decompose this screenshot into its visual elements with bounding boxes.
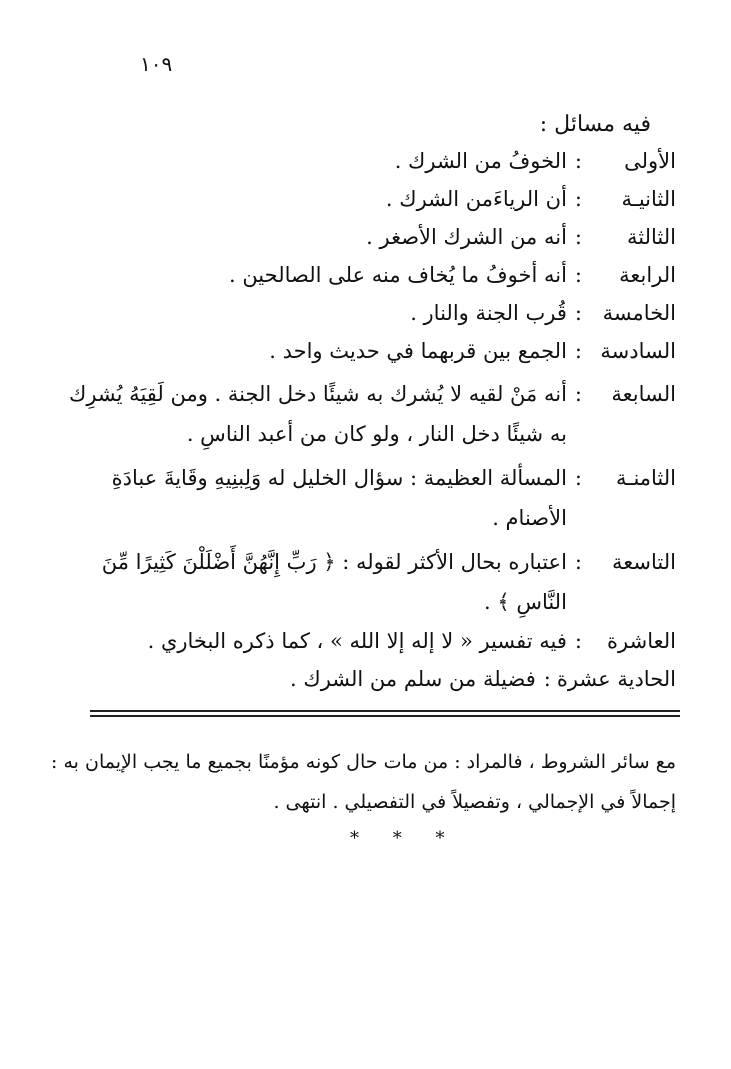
issue-label: السادسة xyxy=(600,339,676,363)
issue-item xyxy=(51,374,676,454)
intro-heading: فيه مسائل : xyxy=(539,112,651,137)
issue-colon: : xyxy=(543,667,551,691)
issue-label: الثالثة xyxy=(627,225,676,249)
issue-item xyxy=(51,542,676,622)
issue-text: أن الرياءَمن الشرك . xyxy=(385,187,567,211)
issue-text: أنه أخوفُ ما يُخاف منه على الصالحين . xyxy=(228,263,567,287)
issue-label: الثانيـة xyxy=(621,187,676,211)
page-number: ١٠٩ xyxy=(140,52,173,76)
issue-text: أنه مَنْ لقيه لا يُشرك به شيئًا دخل الجنة . ومن لَقِيَهُ يُشرِك به شيئًا دخل النار ، ولو كان من أعبد الناسِ . xyxy=(69,382,567,446)
issue-item xyxy=(51,458,676,538)
issue-label: السابعة xyxy=(611,382,676,406)
issue-item xyxy=(51,664,676,694)
issue-item xyxy=(51,336,676,366)
issue-text: المسألة العظيمة : سؤال الخليل له وَلِبنِيهِ وقَايةَ عبادَةِ الأصنام . xyxy=(111,466,567,530)
issue-colon: : xyxy=(574,301,582,325)
issue-label: الرابعة xyxy=(619,263,676,287)
issue-item xyxy=(51,298,676,328)
issue-item xyxy=(51,146,676,176)
issue-label: التاسعة xyxy=(612,550,676,574)
issues-list xyxy=(51,146,676,702)
separator-stars: * * * xyxy=(350,828,459,849)
issue-label: الخامسة xyxy=(602,301,676,325)
issue-colon: : xyxy=(574,382,582,406)
issue-label: الحادية عشرة xyxy=(556,667,676,691)
footnote-divider-bottom xyxy=(90,715,680,717)
issue-text: فيه تفسير « لا إله إلا الله » ، كما ذكره البخاري . xyxy=(147,629,567,653)
issue-label: العاشرة xyxy=(607,629,676,653)
issue-colon: : xyxy=(574,629,582,653)
issue-text: فضيلة من سلم من الشرك . xyxy=(290,667,536,691)
issue-colon: : xyxy=(574,149,582,173)
issue-colon: : xyxy=(574,263,582,287)
issue-colon: : xyxy=(574,187,582,211)
issue-colon: : xyxy=(574,466,582,490)
issue-colon: : xyxy=(574,225,582,249)
issue-item xyxy=(51,184,676,214)
issue-item xyxy=(51,260,676,290)
footnote-text: مع سائر الشروط ، فالمراد : من مات حال كونه مؤمنًا بجميع ما يجب الإيمان به : إجمالاً في الإجمالي ، وتفصيلاً في التفصيلي . انتهى . xyxy=(51,751,676,813)
issue-text: الخوفُ من الشرك . xyxy=(394,149,567,173)
issue-item xyxy=(51,626,676,656)
issue-item xyxy=(51,222,676,252)
issue-text: أنه من الشرك الأصغر . xyxy=(366,225,567,249)
issue-text: قُرب الجنة والنار . xyxy=(410,301,567,325)
issue-label: الأولى xyxy=(624,149,676,173)
issue-label: الثامنـة xyxy=(616,466,676,490)
issue-colon: : xyxy=(574,550,582,574)
issue-text: اعتباره بحال الأكثر لقوله : ﴿ رَبِّ إِنَّهُنَّ أَضْلَلْنَ كَثِيرًا مِّنَ النَّاسِ ﴾ . xyxy=(101,550,567,614)
issue-colon: : xyxy=(574,339,582,363)
footnote-divider-top xyxy=(90,710,680,712)
issue-text: الجمع بين قربهما في حديث واحد . xyxy=(269,339,567,363)
